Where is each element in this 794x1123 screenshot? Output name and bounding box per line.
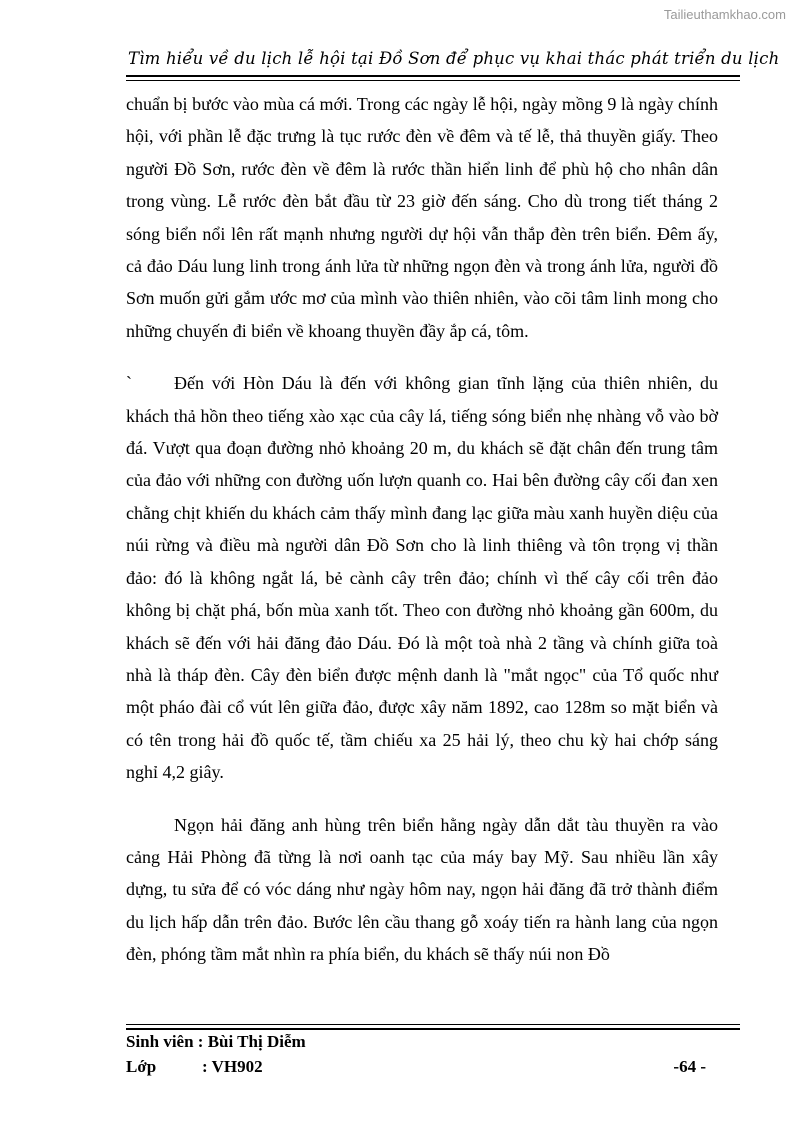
stray-backtick-mark: ` <box>126 373 132 394</box>
page-number: -64 - <box>673 1057 706 1076</box>
watermark-text: Tailieuthamkhao.com <box>663 7 786 22</box>
document-body <box>126 88 718 971</box>
student-name: Sinh viên : Bùi Thị Diễm <box>126 1032 306 1051</box>
footer-student <box>126 1032 706 1052</box>
class-value: : VH902 <box>202 1057 263 1076</box>
header-rule-thin <box>126 80 740 81</box>
footer-class-line <box>126 1057 706 1077</box>
class-label: Lớp <box>126 1057 157 1076</box>
footer-rule-thin <box>126 1024 740 1025</box>
running-header-title: Tìm hiểu về du lịch lễ hội tại Đồ Sơn để phục vụ khai thác phát triển du lịch <box>128 49 780 68</box>
header-rule-thick <box>126 75 740 77</box>
paragraph-2 <box>126 367 718 788</box>
footer-rule-thick <box>126 1028 740 1030</box>
paragraph-3: Ngọn hải đăng anh hùng trên biển hằng ngày dẫn dắt tàu thuyền ra vào cảng Hải Phòng đã từng là nơi oanh tạc của máy bay Mỹ. Sau nhiều lần xây dựng, tu sửa để có vóc dáng như ngày hôm nay, ngọn hải đăng đã trở thành điểm du lịch hấp dẫn trên đảo. Bước lên cầu thang gỗ xoáy tiến ra hành lang của ngọn đèn, phóng tầm mắt nhìn ra phía biển, du khách sẽ thấy núi non Đồ <box>126 814 718 965</box>
paragraph-1: chuẩn bị bước vào mùa cá mới. Trong các ngày lễ hội, ngày mồng 9 là ngày chính hội, với phần lễ đặc trưng là tục rước đèn về đêm và tế lễ, thả thuyền giấy. Theo người Đồ Sơn, rước đèn về đêm là rước thần hiển linh để phù hộ cho nhân dân trong vùng. Lễ rước đèn bắt đầu từ 23 giờ đến sáng. Cho dù trong tiết tháng 2 sóng biển nổi lên rất mạnh nhưng người dự hội vẫn thắp đèn trên biển. Đêm ấy, cả đảo Dáu lung linh trong ánh lửa từ những ngọn đèn và trong ánh lửa, người đồ Sơn muốn gửi gắm ước mơ của mình vào thiên nhiên, vào cõi tâm linh mong cho những chuyến đi biển về khoang thuyền đầy ắp cá, tôm. <box>126 94 718 341</box>
paragraph-2-text: Đến với Hòn Dáu là đến với không gian tĩnh lặng của thiên nhiên, du khách thả hồn theo tiếng xào xạc của cây lá, tiếng sóng biển nhẹ nhàng vỗ vào bờ đá. Vượt qua đoạn đường nhỏ khoảng 20 m, du khách sẽ đặt chân đến trung tâm của đảo với những con đường uốn lượn quanh co. Hai bên đường cây cối đan xen chằng chịt khiến du khách cảm thấy mình đang lạc giữa màu xanh huyền diệu của núi rừng và điều mà người dân Đồ Sơn cho là linh thiêng và tôn trọng vị thần đảo: đó là không ngắt lá, bẻ cành cây trên đảo; chính vì thế cây cối trên đảo không bị chặt phá, bốn mùa xanh tốt. Theo con đường nhỏ khoảng gần 600m, du khách sẽ đến với hải đăng đảo Dáu. Đó là một toà nhà 2 tầng và chính giữa toà nhà là tháp đèn. Cây đèn biển được mệnh danh là "mắt ngọc" của Tổ quốc như một pháo đài cổ vút lên giữa đảo, được xây năm 1892, cao 128m so mặt biển và có tên trong hải đồ quốc tế, tầm chiếu xa 25 hải lý, theo chu kỳ hai chớp sáng nghỉ 4,2 giây. <box>126 373 718 783</box>
